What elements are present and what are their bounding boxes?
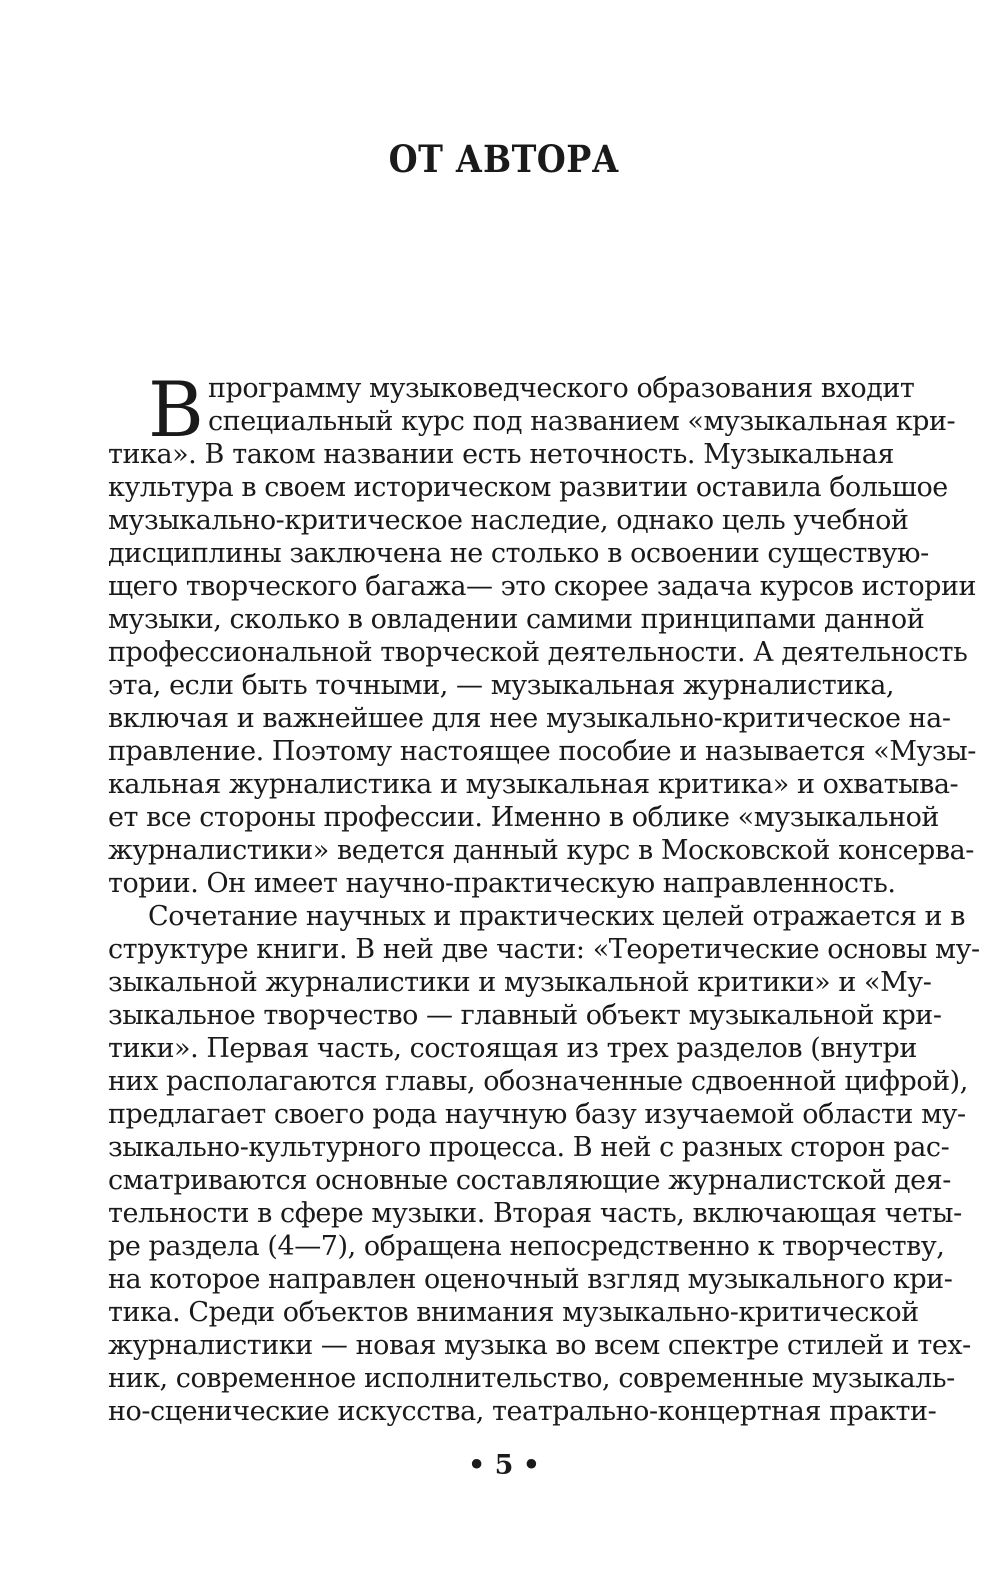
text-line: музыкально-критическое наследие, однако цель учебной xyxy=(108,505,909,536)
text-line: журналистики» ведется данный курс в Московской консерва- xyxy=(108,835,974,866)
text-line: тика. Среди объектов внимания музыкально-критической xyxy=(108,1297,919,1328)
text-line: тики». Первая часть, состоящая из трех разделов (внутри xyxy=(108,1033,917,1064)
text-line: зыкально-культурного процесса. В ней с разных сторон рас- xyxy=(108,1132,950,1163)
text-line: ре раздела (4—7), обращена непосредственно к творчеству, xyxy=(108,1231,945,1262)
text-line: но-сценические искусства, театрально-концертная практи- xyxy=(108,1396,937,1427)
text-line: щего творческого багажа— это скорее задача курсов истории xyxy=(108,571,977,602)
text-line: правление. Поэтому настоящее пособие и называется «Музы- xyxy=(108,736,976,767)
text-line: Сочетание научных и практических целей отражается и в xyxy=(148,901,965,932)
text-line: ник, современное исполнительство, современные музыкаль- xyxy=(108,1363,955,1394)
text-line: сматриваются основные составляющие журналистской дея- xyxy=(108,1165,951,1196)
page-number: • 5 • xyxy=(467,1450,541,1481)
text-line: включая и важнейшее для нее музыкально-критическое на- xyxy=(108,703,951,734)
text-line: журналистики — новая музыка во всем спектре стилей и тех- xyxy=(108,1330,971,1361)
text-line: тории. Он имеет научно-практическую направленность. xyxy=(108,868,896,899)
drop-cap: В xyxy=(148,365,204,454)
text-line: зыкальной журналистики и музыкальной критики» и «Му- xyxy=(108,967,932,998)
text-line: дисциплины заключена не столько в освоении существую- xyxy=(108,538,929,569)
chapter-title: ОТ АВТОРА xyxy=(388,137,620,181)
text-line: музыки, сколько в овладении самими принципами данной xyxy=(108,604,925,635)
text-line: тика». В таком названии есть неточность. Музыкальная xyxy=(108,439,894,470)
text-line: структуре книги. В ней две части: «Теоретические основы му- xyxy=(108,934,980,965)
text-line: предлагает своего рода научную базу изучаемой области му- xyxy=(108,1099,966,1130)
text-line: зыкальное творчество — главный объект музыкальной кри- xyxy=(108,1000,942,1031)
text-line: программу музыковедческого образования входит xyxy=(208,373,915,404)
text-line: культура в своем историческом развитии оставила большое xyxy=(108,472,948,503)
text-line: кальная журналистика и музыкальная критика» и охватыва- xyxy=(108,769,959,800)
text-line: специальный курс под названием «музыкальная кри- xyxy=(208,406,956,437)
text-line: тельности в сфере музыки. Вторая часть, включающая четы- xyxy=(108,1198,962,1229)
body-text xyxy=(108,365,980,1428)
text-line: профессиональной творческой деятельности. А деятельность xyxy=(108,637,968,668)
text-line: них располагаются главы, обозначенные сдвоенной цифрой), xyxy=(108,1066,968,1097)
text-line: на которое направлен оценочный взгляд музыкального кри- xyxy=(108,1264,953,1295)
text-line: эта, если быть точными, — музыкальная журналистика, xyxy=(108,670,894,701)
text-line: ет все стороны профессии. Именно в облике «музыкальной xyxy=(108,802,939,833)
